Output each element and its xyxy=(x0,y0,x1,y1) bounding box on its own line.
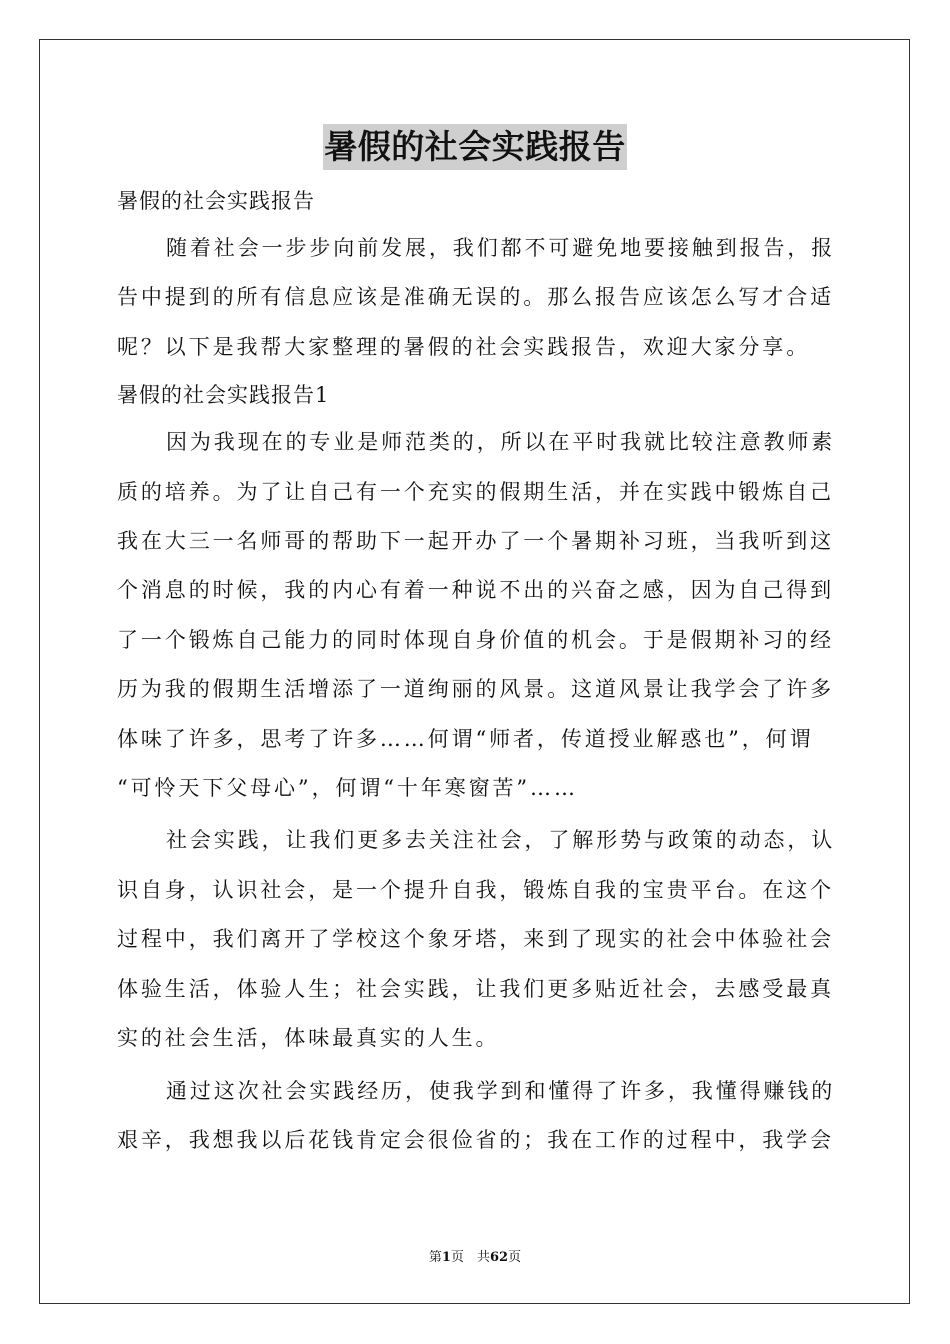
footer-page-prefix: 第 xyxy=(428,1250,442,1265)
paragraph-line: 通过这次社会实践经历，使我学到和懂得了许多，我懂得赚钱的 xyxy=(166,1078,836,1103)
paragraph-line: 历为我的假期生活增添了一道绚丽的风景。这道风景让我学会了许多 xyxy=(117,677,834,702)
paragraph-line: 体验生活，体验人生；社会实践，让我们更多贴近社会，去感受最真 xyxy=(117,976,834,1001)
paragraph-line: 实的社会生活，体味最真实的人生。 xyxy=(117,1026,500,1051)
page-footer xyxy=(0,1246,950,1265)
paragraph-line: 过程中，我们离开了学校这个象牙塔，来到了现实的社会中体验社会 xyxy=(117,927,834,952)
footer-page-suffix: 页 xyxy=(508,1250,522,1265)
intro-paragraph xyxy=(117,224,836,372)
document-body xyxy=(117,124,836,1165)
paragraph-line: 因为我现在的专业是师范类的，所以在平时我就比较注意教师素 xyxy=(166,430,836,455)
paragraph-2 xyxy=(117,816,836,1063)
paragraph-line: 体味了许多，思考了许多……何谓“师者，传道授业解惑也”，何谓 xyxy=(117,726,814,751)
paragraph-line: 呢？以下是我帮大家整理的暑假的社会实践报告，欢迎大家分享。 xyxy=(117,334,811,359)
paragraph-line: 告中提到的所有信息应该是准确无误的。那么报告应该怎么写才合适 xyxy=(117,285,834,310)
footer-page-mid: 页 共 xyxy=(450,1250,490,1265)
footer-page-current: 1 xyxy=(441,1250,451,1265)
title-wrap xyxy=(117,124,833,172)
paragraph-line: 随着社会一步步向前发展，我们都不可避免地要接触到报告，报 xyxy=(166,236,836,260)
paragraph-line: 识自身，认识社会，是一个提升自我，锻炼自我的宝贵平台。在这个 xyxy=(117,877,834,902)
paragraph-1 xyxy=(117,418,836,813)
paragraph-line: 我在大三一名师哥的帮助下一起开办了一个暑期补习班，当我听到这 xyxy=(117,529,834,554)
section-heading: 暑假的社会实践报告1 xyxy=(117,383,330,408)
paragraph-line: 个消息的时候，我的内心有着一种说不出的兴奋之感，因为自己得到 xyxy=(117,578,834,603)
paragraph-line: 了一个锻炼自己能力的同时体现自身价值的机会。于是假期补习的经 xyxy=(117,627,834,652)
footer-page-total: 62 xyxy=(489,1250,509,1265)
document-title: 暑假的社会实践报告 xyxy=(323,124,627,170)
document-subtitle: 暑假的社会实践报告 xyxy=(117,189,315,213)
paragraph-line: 艰辛，我想我以后花钱肯定会很俭省的；我在工作的过程中，我学会 xyxy=(117,1127,834,1152)
paragraph-line: 质的培养。为了让自己有一个充实的假期生活，并在实践中锻炼自己 xyxy=(117,479,834,504)
paragraph-line: 社会实践，让我们更多去关注社会，了解形势与政策的动态，认 xyxy=(166,828,836,853)
paragraph-3 xyxy=(117,1067,836,1166)
paragraph-line: “可怜天下父母心”，何谓“十年寒窗苦”…… xyxy=(117,776,578,801)
